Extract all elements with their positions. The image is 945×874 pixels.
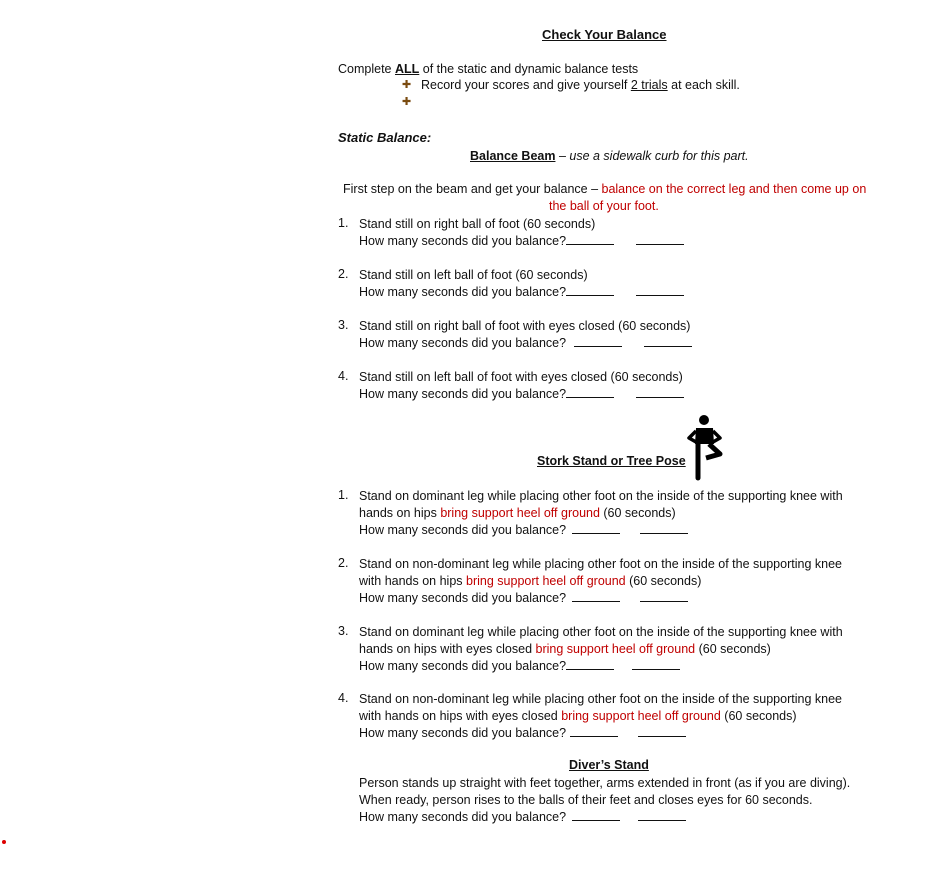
trial-1-blank[interactable] [570,735,618,737]
trial-1-blank[interactable] [566,396,614,398]
red-dot-marker [2,840,6,844]
trial-2-blank[interactable] [636,243,684,245]
static-balance-heading: Static Balance: [338,130,432,145]
balance-beam-heading: Balance Beam – use a sidewalk curb for this part. [470,149,749,163]
all-emphasis: ALL [394,62,420,76]
trial-1-blank[interactable] [572,600,620,602]
tree-pose-icon [686,414,726,482]
divers-stand-text: Person stands up straight with feet together, arms extended in front (as if you are diving). When ready, person rises to the balls of their feet and closes eyes for 60 seconds. How many seconds did you balance? [359,776,851,824]
trial-1-blank[interactable] [572,819,620,821]
bullet-icon [402,78,411,91]
intro-bullet-1: Record your scores and give yourself 2 trials at each skill. [421,78,740,92]
trial-2-blank[interactable] [638,735,686,737]
bullet-icon [402,95,411,108]
beam-instruction: First step on the beam and get your balance – balance on the correct leg and then come up on [343,182,867,196]
beam-instruction-cont: the ball of your foot. [549,199,659,213]
stork-stand-heading: Stork Stand or Tree Pose [537,454,686,468]
trial-1-blank[interactable] [566,668,614,670]
intro-line: Complete ALL of the static and dynamic balance tests [338,62,639,76]
divers-stand-heading: Diver’s Stand [569,758,649,772]
trial-2-blank[interactable] [644,345,692,347]
trial-1-blank[interactable] [574,345,622,347]
trial-1-blank[interactable] [566,294,614,296]
trial-1-blank[interactable] [572,532,620,534]
trial-2-blank[interactable] [640,600,688,602]
trial-2-blank[interactable] [640,532,688,534]
trial-1-blank[interactable] [566,243,614,245]
page-title: Check Your Balance [542,27,667,42]
trial-2-blank[interactable] [632,668,680,670]
trial-2-blank[interactable] [638,819,686,821]
trial-2-blank[interactable] [636,294,684,296]
trial-2-blank[interactable] [636,396,684,398]
